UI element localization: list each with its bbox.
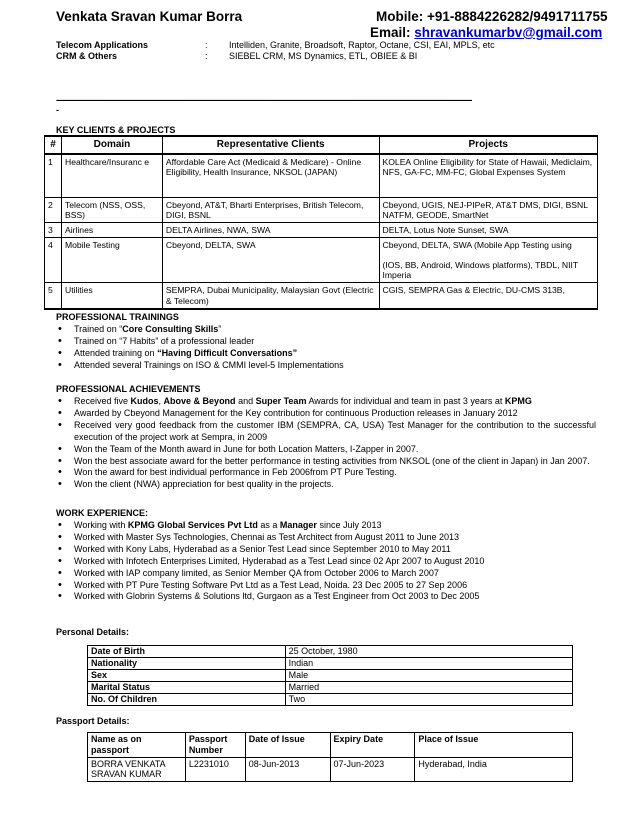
personal-label: Marital Status	[88, 682, 286, 694]
list-item: • Trained on “Core Consulting Skills”	[56, 324, 596, 336]
table-header-row	[88, 733, 573, 758]
separator-line: ----------------------------------------------------------------------------------------------------------------------------------------------------------------------------------------------------------------	[56, 95, 472, 105]
row-projects: CGIS, SEMPRA Gas & Electric, DU-CMS 313B,	[379, 283, 598, 309]
trainings-heading: PROFESSIONAL TRAININGS	[56, 312, 179, 322]
row-projects: Cbeyond, UGIS, NEJ-PIPeR, AT&T DMS, DIGI, BSNL NATFM, GEODE, SmartNet	[379, 197, 598, 223]
row-domain: Mobile Testing	[61, 238, 162, 283]
row-projects: Cbeyond, DELTA, SWA (Mobile App Testing using	[382, 240, 572, 251]
table-row	[45, 283, 598, 309]
row-num: 1	[45, 154, 62, 197]
row-projects: KOLEA Online Eligibility for State of Hawaii, Mediclaim, NFS, GA-FC, MM-FC, Global Expenses System	[379, 154, 598, 197]
table-row	[88, 694, 573, 706]
skill-colon: :	[205, 40, 208, 50]
passport-name: BORRA VENKATA SRAVAN KUMAR	[88, 757, 186, 782]
row-domain: Utilities	[61, 283, 162, 309]
list-item: • Won the best associate award for the better performance in testing activities from NKSOL (one of the client in Japan) in Jan 2007.	[56, 456, 596, 468]
passport-number: L2231010	[185, 757, 245, 782]
list-item: • Won the award for best individual performance in Feb 2006from PT Pure Testing.	[56, 467, 596, 479]
list-item: • Received five Kudos, Above & Beyond and Super Team Awards for individual and team in past 3 years at KPMG	[56, 396, 596, 408]
personal-value: Married	[285, 682, 572, 694]
list-item: • Worked with Kony Labs, Hyderabad as a Senior Test Lead since September 2010 to May 2011	[56, 544, 596, 556]
table-header-row	[45, 136, 598, 154]
table-row	[88, 757, 573, 782]
table-row	[45, 238, 598, 283]
personal-value: Indian	[285, 658, 572, 670]
work-heading: WORK EXPERIENCE:	[56, 508, 149, 518]
row-clients: Cbeyond, DELTA, SWA	[162, 238, 379, 283]
col-header-clients: Representative Clients	[162, 136, 379, 154]
row-clients: DELTA Airlines, NWA, SWA	[162, 223, 379, 238]
work-list	[56, 520, 596, 603]
separator-tail: -	[56, 105, 59, 115]
personal-heading: Personal Details:	[56, 627, 130, 637]
table-row	[45, 154, 598, 197]
list-item: • Working with KPMG Global Services Pvt Ltd as a Manager since July 2013	[56, 520, 596, 532]
list-item: • Trained on “7 Habits” of a professional leader	[56, 336, 596, 348]
personal-value: Two	[285, 694, 572, 706]
clients-table	[44, 135, 598, 310]
personal-table	[87, 645, 573, 706]
row-clients: Affordable Care Act (Medicaid & Medicare) - Online Eligibility, Health Insurance, NKSOL (JAPAN)	[162, 154, 379, 197]
list-item: • Worked with Infotech Enterprises Limited, Hyderabad as a Test Lead since 02 Apr 2007 to August 2010	[56, 556, 596, 568]
row-num: 5	[45, 283, 62, 309]
email-link[interactable]: shravankumarbv@gmail.com	[414, 25, 603, 40]
table-row	[88, 658, 573, 670]
row-projects-continued: (IOS, BB, Android, Windows platforms), TBDL, NIIT Imperia	[382, 259, 578, 281]
skill-colon: :	[205, 51, 208, 61]
mobile-number: Mobile: +91-8884226282/9491711755	[376, 9, 608, 24]
passport-header: Passport Number	[185, 733, 245, 758]
passport-table	[87, 732, 573, 782]
passport-place: Hyderabad, India	[415, 757, 573, 782]
trainings-list	[56, 324, 596, 372]
passport-expiry-date: 07-Jun-2023	[330, 757, 415, 782]
row-domain: Airlines	[61, 223, 162, 238]
skill-value: Intelliden, Granite, Broadsoft, Raptor, Octane, CSI, EAI, MPLS, etc	[229, 40, 495, 50]
row-domain: Healthcare/Insuranc e	[61, 154, 162, 197]
passport-header: Date of Issue	[245, 733, 330, 758]
list-item: • Worked with Master Sys Technologies, Chennai as Test Architect from August 2011 to June 2013	[56, 532, 596, 544]
personal-label: Nationality	[88, 658, 286, 670]
row-num: 2	[45, 197, 62, 223]
passport-header: Place of Issue	[415, 733, 573, 758]
passport-header: Expiry Date	[330, 733, 415, 758]
personal-value: 25 October, 1980	[285, 646, 572, 658]
list-item: • Won the client (NWA) appreciation for best quality in the projects.	[56, 479, 596, 491]
personal-label: Date of Birth	[88, 646, 286, 658]
skill-label: Telecom Applications	[56, 40, 149, 50]
list-item: • Awarded by Cbeyond Management for the Key contribution for continuous Production releases in January 2012	[56, 408, 596, 420]
row-num: 4	[45, 238, 62, 283]
skill-value: SIEBEL CRM, MS Dynamics, ETL, OBIEE & BI	[229, 51, 418, 61]
row-num: 3	[45, 223, 62, 238]
row-clients: Cbeyond, AT&T, Bharti Enterprises, British Telecom, DIGI, BSNL	[162, 197, 379, 223]
row-projects: DELTA, Lotus Note Sunset, SWA	[379, 223, 598, 238]
list-item: • Attended several Trainings on ISO & CMMI level-5 Implementations	[56, 360, 596, 372]
passport-issue-date: 08-Jun-2013	[245, 757, 330, 782]
list-item: • Won the Team of the Month award in June for both Location Matters, I-Zapper in 2007.	[56, 444, 596, 456]
achievements-list	[56, 396, 596, 491]
row-domain: Telecom (NSS, OSS, BSS)	[61, 197, 162, 223]
table-row	[88, 646, 573, 658]
list-item: • Worked with IAP company limited, as Senior Member QA from October 2006 to March 2007	[56, 568, 596, 580]
personal-value: Male	[285, 670, 572, 682]
passport-header: Name as on passport	[88, 733, 186, 758]
col-header-num: #	[45, 136, 62, 154]
personal-label: Sex	[88, 670, 286, 682]
row-clients: SEMPRA, Dubai Municipality, Malaysian Govt (Electric & Telecom)	[162, 283, 379, 309]
list-item: • Worked with Globrin Systems & Solutions ltd, Gurgaon as a Test Engineer from Oct 2003 to Dec 2005	[56, 591, 596, 603]
email-line	[370, 25, 602, 41]
list-item: • Worked with PT Pure Testing Software Pvt Ltd as a Test Lead, Noida. 23 Dec 2005 to 27 Sep 2006	[56, 580, 596, 592]
table-row	[88, 682, 573, 694]
clients-heading: KEY CLIENTS & PROJECTS	[56, 125, 176, 135]
email-label: Email:	[370, 25, 415, 40]
list-item: • Received very good feedback from the customer IBM (SEMPRA, CA, USA) Test Manager for the contribution to the successful execution of the project work at Sempra, in 2009	[56, 420, 596, 444]
personal-label: No. Of Children	[88, 694, 286, 706]
passport-heading: Passport Details:	[56, 716, 130, 726]
table-row	[45, 223, 598, 238]
col-header-domain: Domain	[61, 136, 162, 154]
skill-label: CRM & Others	[56, 51, 118, 61]
achievements-heading: PROFESSIONAL ACHIEVEMENTS	[56, 384, 201, 394]
resume-name: Venkata Sravan Kumar Borra	[56, 9, 243, 24]
col-header-projects: Projects	[379, 136, 598, 154]
table-row	[88, 670, 573, 682]
list-item: • Attended training on “Having Difficult Conversations”	[56, 348, 596, 360]
row-projects-cell	[379, 238, 598, 283]
table-row	[45, 197, 598, 223]
